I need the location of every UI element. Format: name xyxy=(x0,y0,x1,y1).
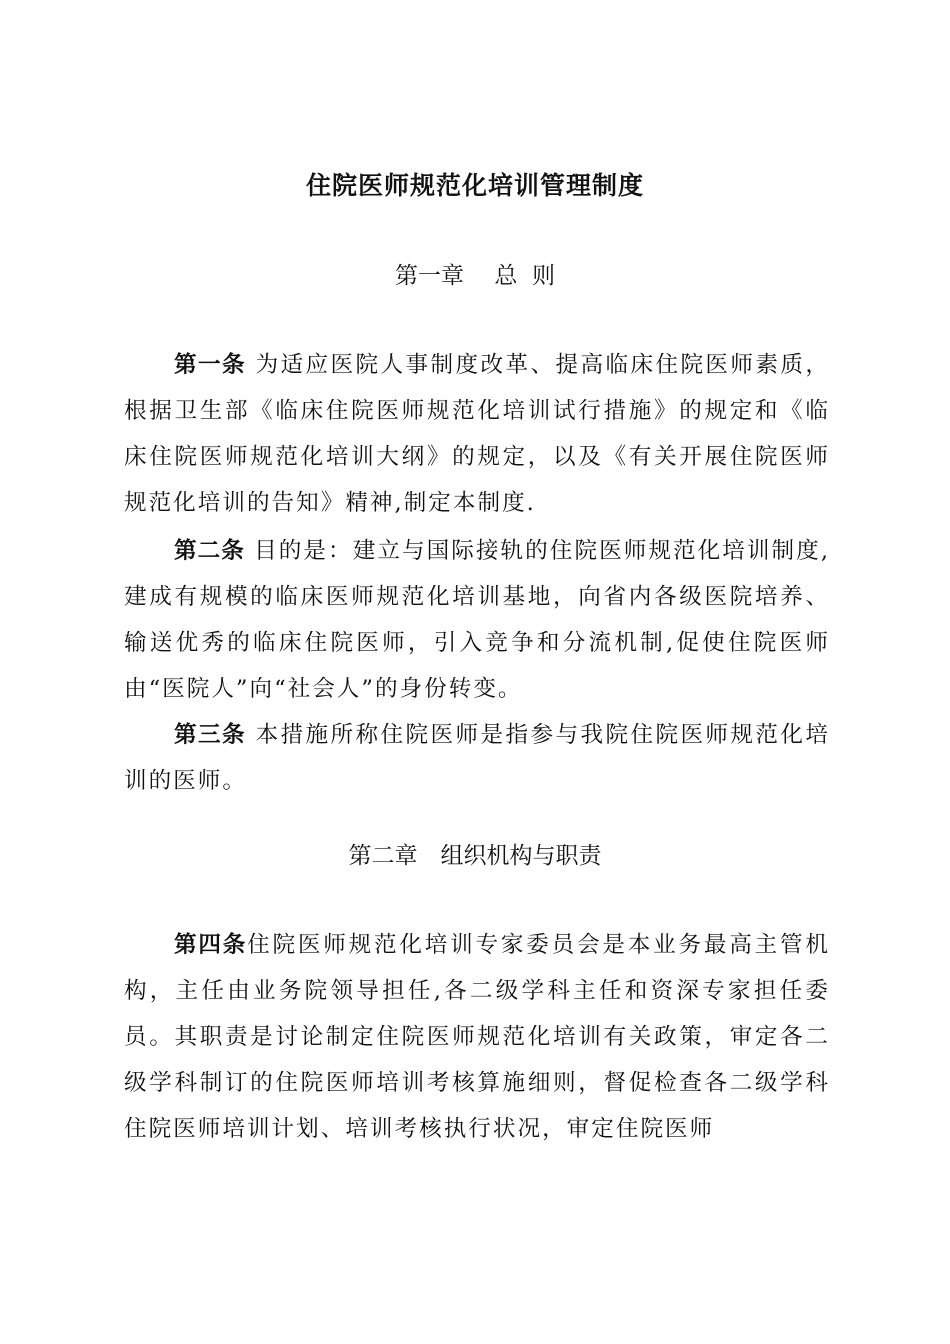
article-3-paragraph xyxy=(124,712,830,804)
article-2-text: 目的是：建立与国际接轨的住院医师规范化培训制度,建成有规模的临床医师规范化培训基地，向省内各级医院培养、输送优秀的临床住院医师，引入竞争和分流机制,促使住院医师由“医院人”向“社会人”的身份转变。 xyxy=(124,538,830,702)
article-4-label: 第四条 xyxy=(174,932,248,958)
article-1-label: 第一条 xyxy=(174,352,246,378)
article-4-paragraph xyxy=(124,922,830,1152)
article-2-label: 第二条 xyxy=(174,538,245,564)
article-4-text: 住院医师规范化培训专家委员会是本业务最高主管机构，主任由业务院领导担任,各二级学科主任和资深专家担任委员。其职责是讨论制定住院医师规范化培训有关政策，审定各二级学科制订的住院医师培训考核算施细则，督促检查各二级学科住院医师培训计划、培训考核执行状况，审定住院医师 xyxy=(124,932,831,1142)
article-2-paragraph xyxy=(124,528,830,712)
chapter-2-heading: 第二章 组织机构与职责 xyxy=(348,843,602,869)
article-1-paragraph xyxy=(124,342,830,526)
chapter-1-heading: 第一章 总 则 xyxy=(395,263,555,289)
article-3-label: 第三条 xyxy=(174,722,246,748)
article-1-text: 为适应医院人事制度改革、提高临床住院医师素质，根据卫生部《临床住院医师规范化培训试行措施》的规定和《临床住院医师规范化培训大纲》的规定，以及《有关开展住院医师规范化培训的告知》精神,制定本制度. xyxy=(124,352,831,516)
document-title: 住院医师规范化培训管理制度 xyxy=(305,171,644,200)
article-3-text: 本措施所称住院医师是指参与我院住院医师规范化培训的医师。 xyxy=(124,722,831,794)
